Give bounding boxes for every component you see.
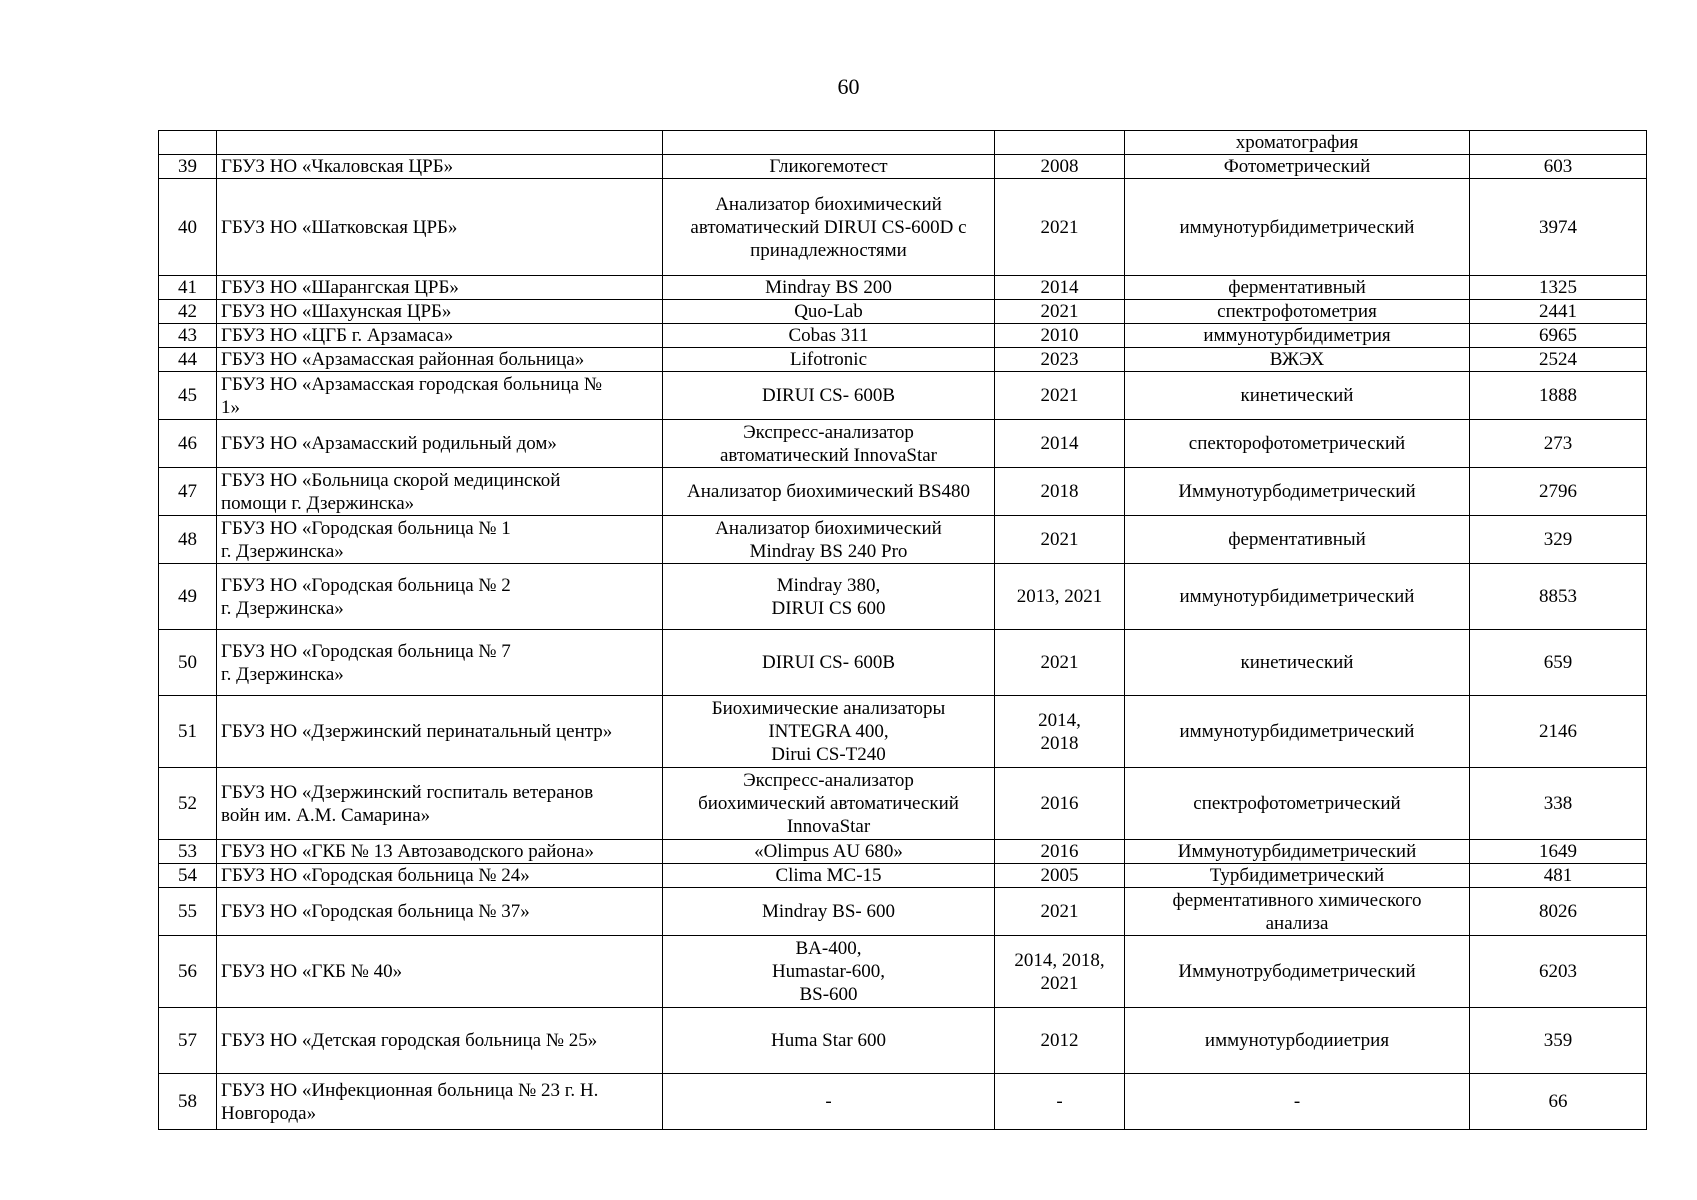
table-row [159, 864, 1647, 888]
method-cell: иммунотурбодииетрия [1125, 1008, 1470, 1074]
method-cell: спектрофотометрия [1125, 300, 1470, 324]
device-cell: Экспресс-анализатор автоматический InnovaStar [663, 420, 995, 468]
device-cell: Quo-Lab [663, 300, 995, 324]
count-cell: 6203 [1470, 936, 1647, 1008]
year-cell: 2016 [995, 840, 1125, 864]
count-cell [1470, 131, 1647, 155]
row-number-cell: 47 [159, 468, 217, 516]
organization-cell: ГБУЗ НО «Шахунская ЦРБ» [217, 300, 663, 324]
table-row [159, 300, 1647, 324]
count-cell: 1888 [1470, 372, 1647, 420]
organization-cell: ГБУЗ НО «Арзамасская районная больница» [217, 348, 663, 372]
method-cell: иммунотурбидиметрический [1125, 696, 1470, 768]
table-row [159, 696, 1647, 768]
device-cell: DIRUI CS- 600B [663, 372, 995, 420]
year-cell: 2021 [995, 179, 1125, 276]
organization-cell: ГБУЗ НО «ГКБ № 13 Автозаводского района» [217, 840, 663, 864]
organization-cell: ГБУЗ НО «Городская больница № 37» [217, 888, 663, 936]
row-number-cell: 54 [159, 864, 217, 888]
organization-cell: ГБУЗ НО «Городская больница № 7 г. Дзержинска» [217, 630, 663, 696]
count-cell: 338 [1470, 768, 1647, 840]
method-cell: Иммунотурбидиметрический [1125, 840, 1470, 864]
row-number-cell: 41 [159, 276, 217, 300]
year-cell: 2018 [995, 468, 1125, 516]
year-cell [995, 131, 1125, 155]
table-row [159, 630, 1647, 696]
count-cell: 273 [1470, 420, 1647, 468]
count-cell: 1649 [1470, 840, 1647, 864]
device-cell: Биохимические анализаторы INTEGRA 400, Dirui CS-T240 [663, 696, 995, 768]
organization-cell: ГБУЗ НО «Городская больница № 1 г. Дзержинска» [217, 516, 663, 564]
organization-cell: ГБУЗ НО «Арзамасская городская больница № 1» [217, 372, 663, 420]
count-cell: 2524 [1470, 348, 1647, 372]
count-cell: 659 [1470, 630, 1647, 696]
row-number-cell: 44 [159, 348, 217, 372]
row-number-cell: 49 [159, 564, 217, 630]
count-cell: 2441 [1470, 300, 1647, 324]
count-cell: 359 [1470, 1008, 1647, 1074]
organization-cell: ГБУЗ НО «Больница скорой медицинской помощи г. Дзержинска» [217, 468, 663, 516]
organization-cell: ГБУЗ НО «Инфекционная больница № 23 г. Н. Новгорода» [217, 1074, 663, 1130]
row-number-cell: 56 [159, 936, 217, 1008]
device-cell [663, 131, 995, 155]
row-number-cell: 42 [159, 300, 217, 324]
organization-cell: ГБУЗ НО «Шарангская ЦРБ» [217, 276, 663, 300]
method-cell: хроматография [1125, 131, 1470, 155]
table-row [159, 1074, 1647, 1130]
method-cell: иммунотурбидиметрический [1125, 564, 1470, 630]
device-cell: Mindray BS 200 [663, 276, 995, 300]
year-cell: 2014, 2018 [995, 696, 1125, 768]
row-number-cell: 53 [159, 840, 217, 864]
table-row [159, 179, 1647, 276]
year-cell: 2014, 2018, 2021 [995, 936, 1125, 1008]
row-number-cell: 50 [159, 630, 217, 696]
table-body [159, 131, 1647, 1130]
table-row [159, 348, 1647, 372]
table-row [159, 840, 1647, 864]
count-cell: 6965 [1470, 324, 1647, 348]
method-cell: ферментативного химического анализа [1125, 888, 1470, 936]
count-cell: 329 [1470, 516, 1647, 564]
method-cell: Иммунотурбодиметрический [1125, 468, 1470, 516]
table-row [159, 888, 1647, 936]
device-cell: Анализатор биохимический BS480 [663, 468, 995, 516]
device-cell: «Olimpus AU 680» [663, 840, 995, 864]
organization-cell: ГБУЗ НО «Дзержинский перинатальный центр» [217, 696, 663, 768]
year-cell: 2013, 2021 [995, 564, 1125, 630]
count-cell: 2796 [1470, 468, 1647, 516]
year-cell: 2008 [995, 155, 1125, 179]
page-number: 60 [837, 74, 860, 99]
device-cell: BA-400, Humastar-600, BS-600 [663, 936, 995, 1008]
year-cell: 2021 [995, 630, 1125, 696]
method-cell: спектрофотометрический [1125, 768, 1470, 840]
table-row [159, 564, 1647, 630]
year-cell: 2012 [995, 1008, 1125, 1074]
method-cell: иммунотурбидиметрия [1125, 324, 1470, 348]
row-number-cell: 43 [159, 324, 217, 348]
device-cell: DIRUI CS- 600B [663, 630, 995, 696]
row-number-cell: 40 [159, 179, 217, 276]
device-cell: Mindray BS- 600 [663, 888, 995, 936]
device-cell: Clima MC-15 [663, 864, 995, 888]
table-row [159, 768, 1647, 840]
year-cell: 2021 [995, 888, 1125, 936]
year-cell: 2016 [995, 768, 1125, 840]
table-row [159, 131, 1647, 155]
device-cell: Cobas 311 [663, 324, 995, 348]
table-row [159, 372, 1647, 420]
year-cell: 2021 [995, 372, 1125, 420]
table-row [159, 420, 1647, 468]
device-cell: Анализатор биохимический автоматический DIRUI CS-600D с принадлежностями [663, 179, 995, 276]
device-cell: Mindray 380, DIRUI CS 600 [663, 564, 995, 630]
year-cell: 2014 [995, 276, 1125, 300]
row-number-cell: 58 [159, 1074, 217, 1130]
count-cell: 8853 [1470, 564, 1647, 630]
count-cell: 2146 [1470, 696, 1647, 768]
year-cell: 2021 [995, 516, 1125, 564]
device-cell: Анализатор биохимический Mindray BS 240 Pro [663, 516, 995, 564]
year-cell: 2005 [995, 864, 1125, 888]
method-cell: Фотометрический [1125, 155, 1470, 179]
count-cell: 3974 [1470, 179, 1647, 276]
count-cell: 603 [1470, 155, 1647, 179]
year-cell: 2014 [995, 420, 1125, 468]
row-number-cell: 45 [159, 372, 217, 420]
device-cell: Гликогемотест [663, 155, 995, 179]
organization-cell: ГБУЗ НО «Городская больница № 2 г. Дзержинска» [217, 564, 663, 630]
row-number-cell: 55 [159, 888, 217, 936]
table-row [159, 468, 1647, 516]
method-cell: ферментативный [1125, 516, 1470, 564]
method-cell: ВЖЭХ [1125, 348, 1470, 372]
method-cell: Иммунотрубодиметрический [1125, 936, 1470, 1008]
method-cell: Турбидиметрический [1125, 864, 1470, 888]
count-cell: 8026 [1470, 888, 1647, 936]
table-row [159, 276, 1647, 300]
row-number-cell: 39 [159, 155, 217, 179]
organization-cell: ГБУЗ НО «ЦГБ г. Арзамаса» [217, 324, 663, 348]
table-row [159, 1008, 1647, 1074]
organization-cell: ГБУЗ НО «Дзержинский госпиталь ветеранов войн им. А.М. Самарина» [217, 768, 663, 840]
year-cell: 2010 [995, 324, 1125, 348]
table-row [159, 516, 1647, 564]
method-cell: ферментативный [1125, 276, 1470, 300]
row-number-cell: 57 [159, 1008, 217, 1074]
organization-cell: ГБУЗ НО «Арзамасский родильный дом» [217, 420, 663, 468]
device-cell: Huma Star 600 [663, 1008, 995, 1074]
organization-cell: ГБУЗ НО «ГКБ № 40» [217, 936, 663, 1008]
organization-cell: ГБУЗ НО «Городская больница № 24» [217, 864, 663, 888]
row-number-cell [159, 131, 217, 155]
count-cell: 481 [1470, 864, 1647, 888]
method-cell: - [1125, 1074, 1470, 1130]
year-cell: 2023 [995, 348, 1125, 372]
organization-cell: ГБУЗ НО «Детская городская больница № 25» [217, 1008, 663, 1074]
organization-cell: ГБУЗ НО «Шатковская ЦРБ» [217, 179, 663, 276]
method-cell: спекторофотометрический [1125, 420, 1470, 468]
table-row [159, 324, 1647, 348]
table-row [159, 155, 1647, 179]
year-cell: - [995, 1074, 1125, 1130]
device-cell: Экспресс-анализатор биохимический автоматический InnovaStar [663, 768, 995, 840]
organization-cell [217, 131, 663, 155]
method-cell: кинетический [1125, 372, 1470, 420]
device-cell: - [663, 1074, 995, 1130]
device-cell: Lifotronic [663, 348, 995, 372]
method-cell: кинетический [1125, 630, 1470, 696]
method-cell: иммунотурбидиметрический [1125, 179, 1470, 276]
year-cell: 2021 [995, 300, 1125, 324]
organization-cell: ГБУЗ НО «Чкаловская ЦРБ» [217, 155, 663, 179]
row-number-cell: 52 [159, 768, 217, 840]
table-row [159, 936, 1647, 1008]
row-number-cell: 46 [159, 420, 217, 468]
equipment-table [158, 130, 1647, 1130]
row-number-cell: 51 [159, 696, 217, 768]
count-cell: 1325 [1470, 276, 1647, 300]
count-cell: 66 [1470, 1074, 1647, 1130]
row-number-cell: 48 [159, 516, 217, 564]
